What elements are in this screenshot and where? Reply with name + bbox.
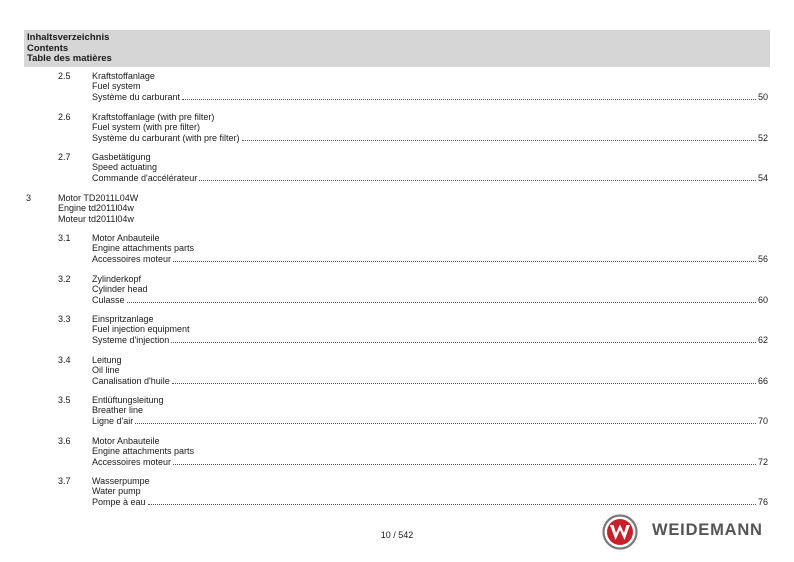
toc-entry-title-de: Einspritzanlage: [92, 314, 154, 324]
dot-leader: [148, 504, 756, 505]
dot-leader: [242, 140, 756, 141]
toc-entry[interactable]: [0, 395, 794, 427]
toc-entry[interactable]: [0, 152, 794, 184]
dot-leader: [172, 383, 756, 384]
toc-entry[interactable]: [0, 71, 794, 103]
dot-leader: [135, 423, 756, 424]
toc-entry-number: 3.2: [58, 274, 71, 284]
toc-entry-number: 2.7: [58, 152, 71, 162]
toc-entry-title-fr: Système du carburant: [92, 91, 181, 102]
toc-entry-title-de: Kraftstoffanlage: [92, 71, 155, 81]
toc-entry-title-de: Kraftstoffanlage (with pre filter): [92, 112, 215, 122]
toc-entry-page-number[interactable]: 72: [757, 456, 768, 467]
toc-entry-title-en: Oil line: [92, 365, 120, 376]
toc-entry-title-fr: Pompe à eau: [92, 496, 146, 507]
toc-entry-number: 2.6: [58, 112, 71, 122]
dot-leader: [199, 180, 756, 181]
dot-leader: [173, 464, 756, 465]
toc-entry-page-number[interactable]: 54: [757, 172, 768, 183]
toc-entry-number: 3.6: [58, 436, 71, 446]
toc-entry-title-en: Fuel system: [92, 81, 141, 92]
toc-entry-title-en: Speed actuating: [92, 162, 158, 173]
toc-entry-title-fr: Systeme d'injection: [92, 334, 170, 345]
toc-entry-title-fr: Culasse: [92, 294, 125, 305]
toc-entry-page-number[interactable]: 50: [757, 91, 768, 102]
toc-entry-number: 3.1: [58, 233, 71, 243]
toc-entry-number: 3.4: [58, 355, 71, 365]
toc-entry-page-number[interactable]: 62: [757, 334, 768, 345]
toc-entry-title-de: Motor Anbauteile: [92, 233, 160, 243]
toc-entry-page-number[interactable]: 66: [757, 375, 768, 386]
toc-entry[interactable]: [0, 233, 794, 265]
toc-entry-title-en: Engine attachments parts: [92, 446, 195, 457]
toc-entry-title-de: Wasserpumpe: [92, 476, 150, 486]
toc-entry-title-en: Fuel injection equipment: [92, 324, 190, 335]
toc-entry-title-fr: Ligne d'air: [92, 415, 134, 426]
header-title-en: Contents: [27, 42, 69, 54]
toc-entry-number: 2.5: [58, 71, 71, 81]
toc-entry-title-fr: Moteur td2011l04w: [58, 213, 134, 224]
toc-entry[interactable]: [0, 355, 794, 387]
toc-entry[interactable]: [0, 193, 794, 225]
toc-entry-title-fr: Accessoires moteur: [92, 253, 172, 264]
toc-entry-number: 3.5: [58, 395, 71, 405]
toc-entry[interactable]: [0, 274, 794, 306]
toc-entry-title-de: Entlüftungsleitung: [92, 395, 164, 405]
toc-entry-number: 3: [26, 193, 32, 203]
page-indicator: 10 / 542: [380, 530, 414, 540]
toc-entry-title-en: Engine td2011l04w: [58, 203, 134, 214]
toc-entry[interactable]: [0, 314, 794, 346]
toc-entry[interactable]: [0, 476, 794, 508]
toc-entry-title-en: Engine attachments parts: [92, 243, 195, 254]
header-title-de: Inhaltsverzeichnis: [27, 32, 110, 43]
toc-entry-title-en: Cylinder head: [92, 284, 148, 295]
dot-leader: [182, 99, 756, 100]
toc-entry-title-en: Water pump: [92, 486, 141, 497]
toc-entry-page-number[interactable]: 70: [757, 415, 768, 426]
toc-entry-title-en: Breather line: [92, 405, 144, 416]
toc-entry-title-de: Motor Anbauteile: [92, 436, 160, 446]
toc-entry[interactable]: [0, 436, 794, 468]
toc-entry-title-de: Zylinderkopf: [92, 274, 142, 284]
toc-entry-title-fr: Accessoires moteur: [92, 456, 172, 467]
dot-leader: [173, 261, 756, 262]
toc-entry-title-de: Leitung: [92, 355, 122, 365]
toc-entry-title-fr: Système du carburant (with pre filter): [92, 132, 240, 143]
toc-entry-number: 3.7: [58, 476, 71, 486]
toc-entry-page-number[interactable]: 60: [757, 294, 768, 305]
toc-entry-title-fr: Commande d'accélérateur: [92, 172, 198, 183]
toc-entry-title-de: Gasbetätigung: [92, 152, 151, 162]
header-title-fr: Table des matières: [27, 53, 112, 64]
toc-entry-title-de: Motor TD2011L04W: [58, 193, 139, 203]
weidemann-logo-icon: [602, 514, 638, 550]
toc-entry-number: 3.3: [58, 314, 71, 324]
toc-entry-title-fr: Canalisation d'huile: [92, 375, 170, 386]
toc-entry-page-number[interactable]: 56: [757, 253, 768, 264]
dot-leader: [127, 302, 756, 303]
brand-name: WEIDEMANN: [652, 521, 763, 539]
dot-leader: [171, 342, 756, 343]
toc-entry-title-en: Fuel system (with pre filter): [92, 122, 201, 133]
toc-entry-page-number[interactable]: 52: [757, 132, 768, 143]
toc-entry[interactable]: [0, 112, 794, 144]
toc-entry-page-number[interactable]: 76: [757, 496, 768, 507]
